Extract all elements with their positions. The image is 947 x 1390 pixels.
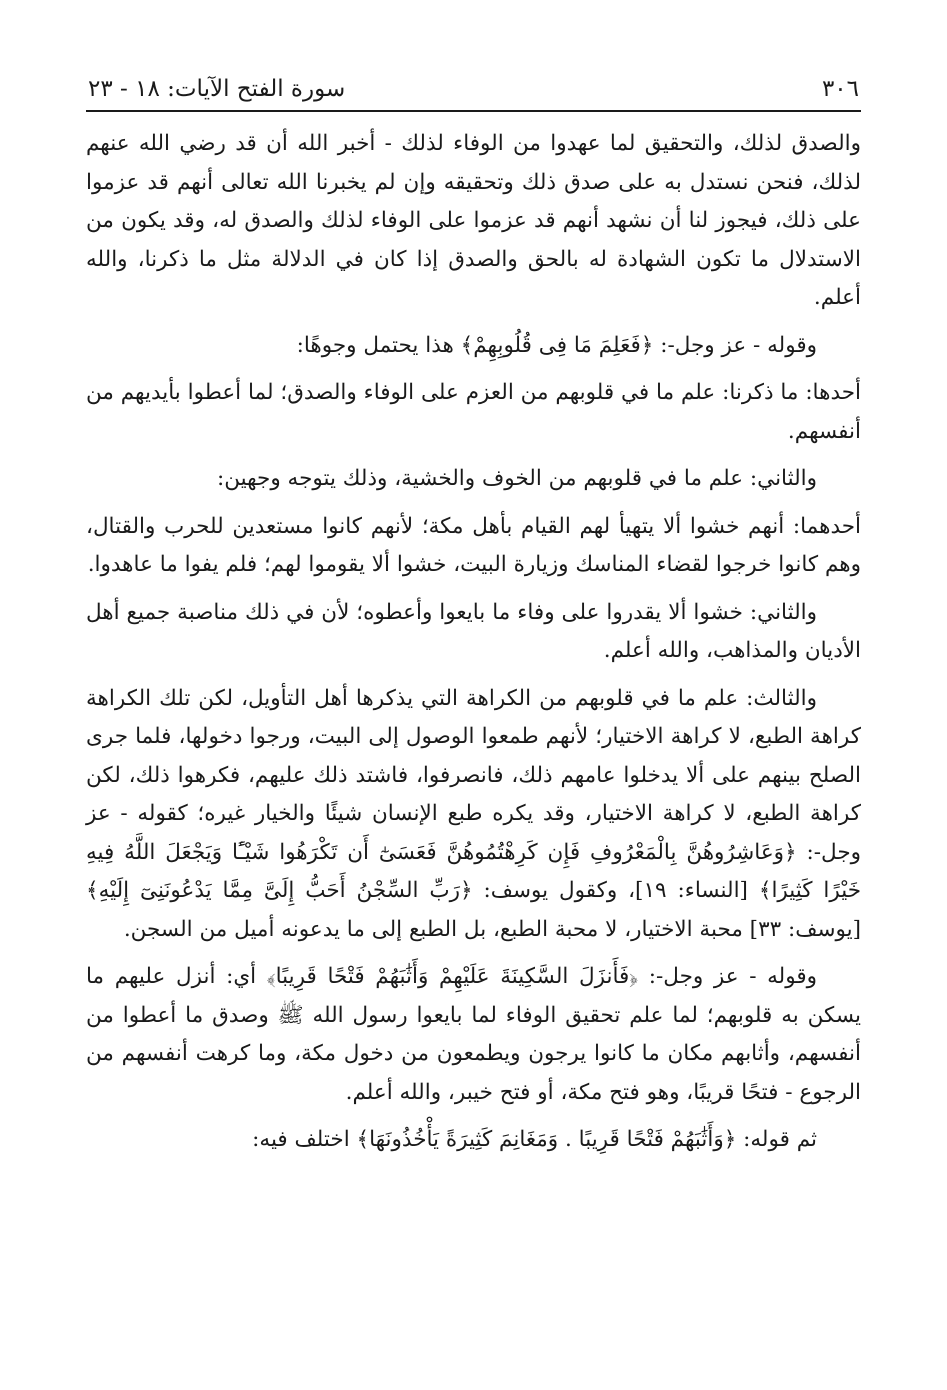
header-divider bbox=[86, 110, 861, 112]
paragraph: أحدها: ما ذكرنا: علم ما في قلوبهم من العزم على الوفاء والصدق؛ لما أعطوا بأيديهم من أنفسهم. bbox=[86, 380, 861, 444]
paragraph: ثم قوله: ﴿وَأَثَٰبَهُمْ فَتْحًا قَرِيبًا . وَمَغَانِمَ كَثِيرَةً يَأْخُذُونَهَا﴾ اختلف فيه: bbox=[252, 1127, 817, 1152]
page-number: ٣٠٦ bbox=[821, 76, 859, 102]
paragraph: وقوله - عز وجل-: ﴿فَعَلِمَ مَا فِى قُلُوبِهِمْ﴾ هذا يحتمل وجوهًا: bbox=[296, 332, 817, 358]
paragraph: والثاني: علم ما في قلوبهم من الخوف والخشية، وذلك يتوجه وجهين: bbox=[217, 466, 817, 491]
paragraph: وقوله - عز وجل-: ﴿فَأَنزَلَ السَّكِينَةَ عَلَيْهِمْ وَأَثَٰبَهُمْ فَتْحًا قَرِيبًا﴾ أي: أنزل عليهم ما يسكن به قلوبهم؛ لما علم تحقيق الوفاء لما بايعوا رسول الله ﷺ وصدق ما أعطوا من أنفسهم، وأثابهم مكان ما كانوا يرجون ويطمعون من دخول مكة، وما كرهت أنفسهم من الرجوع - فتحًا قريبًا، وهو فتح مكة، أو فتح خيبر، والله أعلم. bbox=[86, 964, 861, 1105]
paragraph: أحدهما: أنهم خشوا ألا يتهيأ لهم القيام بأهل مكة؛ لأنهم كانوا مستعدين للحرب والقتال، وهم كانوا خرجوا لقضاء المناسك وزيارة البيت، خشوا ألا يقوموا لهم؛ فلم يفوا ما عاهدوا. bbox=[86, 513, 861, 577]
paragraph: والثالث: علم ما في قلوبهم من الكراهة التي يذكرها أهل التأويل، لكن تلك الكراهة كراهة الطبع، لا كراهة الاختيار؛ لأنهم طمعوا الوصول إلى البيت، ورجوا دخولها، فلما جرى الصلح بينهم على ألا يدخلوا عامهم ذلك، فانصرفوا، فاشتد ذلك عليهم، فكرهوا ذلك، لكن كراهة الطبع، لا كراهة الاختيار، وقد يكره طبع الإنسان شيئًا والخيار غيره؛ كقوله - عز وجل-: ﴿وَعَاشِرُوهُنَّ بِالْمَعْرُوفِ فَإِن كَرِهْتُمُوهُنَّ فَعَسَىٰٓ أَن تَكْرَهُوا شَيْـًٔا وَيَجْعَلَ اللَّهُ فِيهِ خَيْرًا كَثِيرًا﴾ [النساء: ١٩]، وكقول يوسف: ﴿رَبِّ السِّجْنُ أَحَبُّ إِلَىَّ مِمَّا يَدْعُونَنِىٓ إِلَيْهِ﴾ [يوسف: ٣٣] محبة الاختيار، لا محبة الطبع، بل الطبع إلى ما يدعونه أميل من السجن. bbox=[86, 685, 861, 942]
page-header bbox=[88, 62, 859, 102]
running-title: سورة الفتح الآيات: ١٨ - ٢٣ bbox=[88, 76, 346, 102]
paragraph: والثاني: خشوا ألا يقدروا على وفاء ما بايعوا وأعطوه؛ لأن في ذلك مناصبة جميع أهل الأديان والمذاهب، والله أعلم. bbox=[86, 599, 861, 663]
paragraph: والصدق لذلك، والتحقيق لما عهدوا من الوفاء لذلك - أخبر الله أن قد رضي الله عنهم لذلك، فنحن نستدل به على صدق ذلك وتحقيقه وإن لم يخبرنا الله تعالى أنهم قد عزموا على ذلك، فيجوز لنا أن نشهد أنهم قد عزموا على الوفاء لذلك والصدق له، وقد يكون من الاستدلال ما تكون الشهادة له بالحق والصدق إذا كان في الدلالة مثل ما ذكرنا، والله أعلم. bbox=[86, 131, 861, 310]
body-text bbox=[86, 125, 861, 1169]
